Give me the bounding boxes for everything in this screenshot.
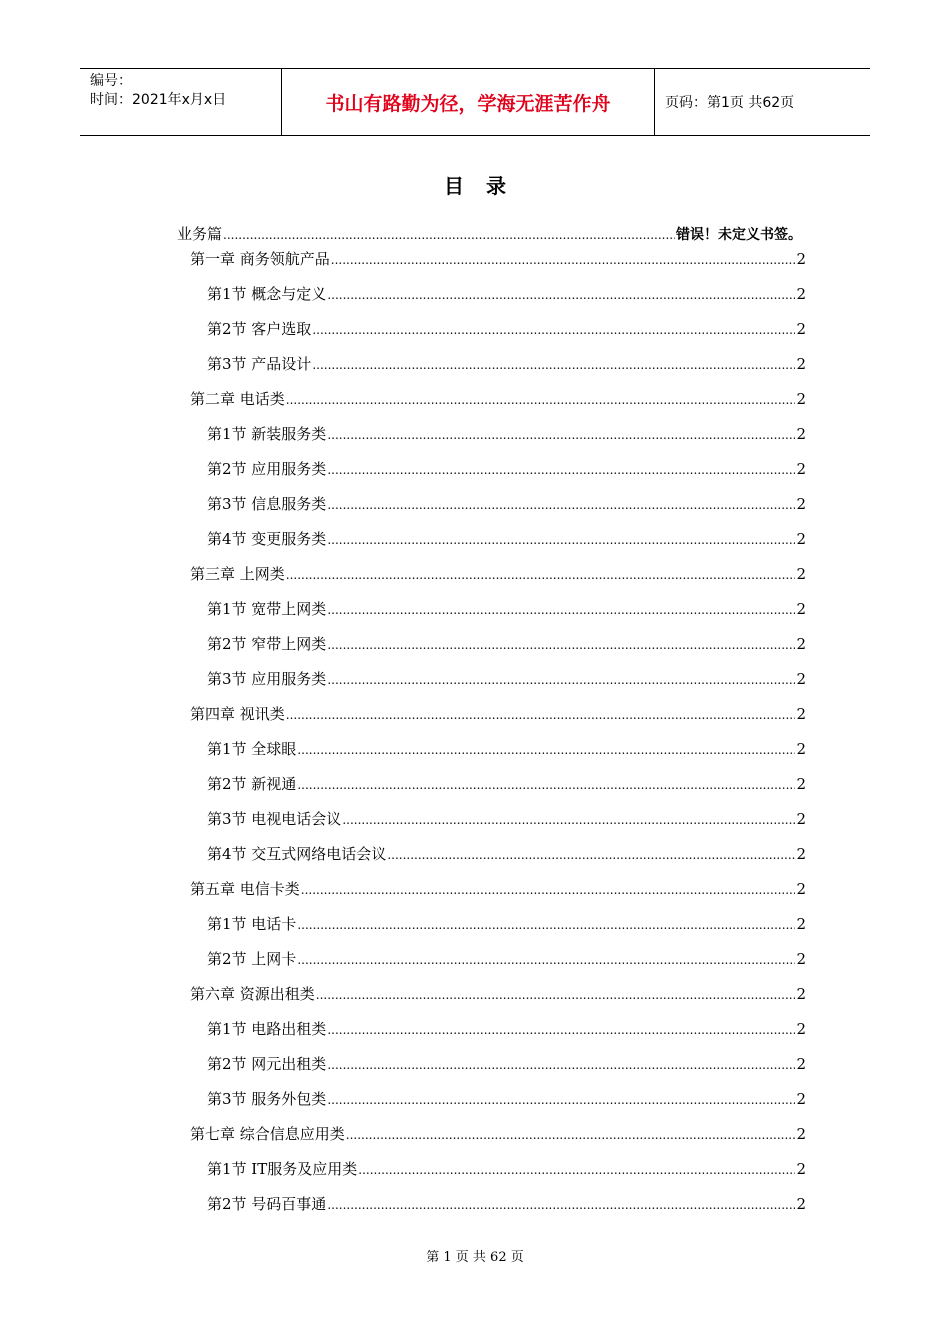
toc-entry-page: 2 bbox=[796, 985, 806, 1003]
toc-entry-label: 第三章 上网类 bbox=[190, 565, 285, 583]
toc-leader-dots bbox=[286, 705, 796, 725]
toc-entry-label: 第3节 产品设计 bbox=[207, 355, 312, 373]
toc-entry-page: 2 bbox=[796, 915, 806, 933]
toc-entry[interactable] bbox=[190, 564, 806, 584]
toc-leader-dots bbox=[327, 1055, 795, 1075]
toc-entry-page: 2 bbox=[796, 355, 806, 373]
toc-entry-page: 2 bbox=[796, 1055, 806, 1073]
toc-entry-page: 2 bbox=[796, 1020, 806, 1038]
toc-entry[interactable] bbox=[207, 634, 806, 654]
toc-leader-dots bbox=[301, 880, 796, 900]
toc-entry-page: 2 bbox=[796, 530, 806, 548]
toc-entry-label: 第1节 IT服务及应用类 bbox=[207, 1160, 358, 1178]
toc-entry-label: 第3节 服务外包类 bbox=[207, 1090, 327, 1108]
toc-entry[interactable] bbox=[207, 844, 806, 864]
toc-entry[interactable] bbox=[207, 774, 806, 794]
toc-entry-page: 2 bbox=[796, 285, 806, 303]
toc-leader-dots bbox=[327, 1020, 795, 1040]
toc-entry-label: 第五章 电信卡类 bbox=[190, 880, 300, 898]
toc-entry[interactable] bbox=[190, 879, 806, 899]
toc-entry-label: 第3节 应用服务类 bbox=[207, 670, 327, 688]
toc-entry[interactable] bbox=[190, 249, 806, 269]
header-page-info: 页码：第1页 共62页 bbox=[665, 95, 795, 111]
toc-entry[interactable] bbox=[207, 1159, 806, 1179]
toc-entry-label: 第1节 全球眼 bbox=[207, 740, 297, 758]
toc-entry-page: 2 bbox=[796, 635, 806, 653]
page-footer: 第 1 页 共 62 页 bbox=[426, 1250, 524, 1265]
toc-entry-page: 2 bbox=[796, 670, 806, 688]
toc-leader-dots bbox=[286, 390, 796, 410]
toc-entry[interactable] bbox=[207, 529, 806, 549]
toc-entry[interactable] bbox=[207, 1194, 806, 1214]
toc-leader-dots bbox=[312, 320, 795, 340]
toc-entry[interactable] bbox=[207, 949, 806, 969]
toc-entry-label: 第4节 变更服务类 bbox=[207, 530, 327, 548]
toc-leader-dots bbox=[327, 460, 795, 480]
toc-entry[interactable] bbox=[207, 669, 806, 689]
toc-entry-page: 2 bbox=[796, 740, 806, 758]
toc-entry[interactable] bbox=[207, 494, 806, 514]
toc-leader-dots bbox=[342, 810, 795, 830]
toc-leader-dots bbox=[223, 225, 675, 245]
toc-entry[interactable] bbox=[207, 1019, 806, 1039]
toc-leader-dots bbox=[327, 1195, 795, 1215]
toc-entry-label: 第1节 电话卡 bbox=[207, 915, 297, 933]
toc-entry-label: 第4节 交互式网络电话会议 bbox=[207, 845, 387, 863]
toc-leader-dots bbox=[327, 670, 795, 690]
toc-entry-label: 第六章 资源出租类 bbox=[190, 985, 315, 1003]
toc-entry-page: 2 bbox=[796, 600, 806, 618]
toc-entry-label: 第2节 新视通 bbox=[207, 775, 297, 793]
toc-entry[interactable] bbox=[190, 984, 806, 1004]
toc-leader-dots bbox=[297, 775, 795, 795]
toc-entry-page: 2 bbox=[796, 775, 806, 793]
toc-leader-dots bbox=[327, 1090, 795, 1110]
toc-entry-label: 第1节 宽带上网类 bbox=[207, 600, 327, 618]
toc-entry-page: 2 bbox=[796, 810, 806, 828]
header-motto: 书山有路勤为径，学海无涯苦作舟 bbox=[282, 69, 655, 135]
toc-entry-label: 第2节 应用服务类 bbox=[207, 460, 327, 478]
toc-entry-label: 第2节 窄带上网类 bbox=[207, 635, 327, 653]
toc-entry-page: 2 bbox=[796, 1090, 806, 1108]
toc-leader-dots bbox=[312, 355, 795, 375]
toc-leader-dots bbox=[327, 495, 795, 515]
toc-entry-page: 2 bbox=[796, 845, 806, 863]
toc-entry[interactable] bbox=[207, 809, 806, 829]
toc-leader-dots bbox=[297, 915, 795, 935]
toc-entry-label: 第2节 上网卡 bbox=[207, 950, 297, 968]
toc-entry-label: 第1节 新装服务类 bbox=[207, 425, 327, 443]
toc-entry-page: 错误！未定义书签。 bbox=[676, 227, 802, 243]
toc-leader-dots bbox=[316, 985, 796, 1005]
toc-entry-label: 第3节 电视电话会议 bbox=[207, 810, 342, 828]
header-meta bbox=[80, 69, 282, 135]
toc-entry-label: 第二章 电话类 bbox=[190, 390, 285, 408]
toc-leader-dots bbox=[346, 1125, 796, 1145]
toc-leader-dots bbox=[327, 600, 795, 620]
toc-leader-dots bbox=[358, 1160, 795, 1180]
toc-entry[interactable] bbox=[207, 354, 806, 374]
toc-entry[interactable] bbox=[207, 1054, 806, 1074]
toc-entry-page: 2 bbox=[796, 880, 806, 898]
toc-entry-label: 第1节 概念与定义 bbox=[207, 285, 327, 303]
toc-entry-page: 2 bbox=[796, 705, 806, 723]
toc-entry-label: 第3节 信息服务类 bbox=[207, 495, 327, 513]
toc-leader-dots bbox=[327, 425, 795, 445]
toc-entry-page: 2 bbox=[796, 320, 806, 338]
toc-entry-label: 第2节 网元出租类 bbox=[207, 1055, 327, 1073]
toc-entry-page: 2 bbox=[796, 950, 806, 968]
toc-leader-dots bbox=[331, 250, 796, 270]
toc-entry-page: 2 bbox=[796, 495, 806, 513]
toc-entry-label: 第2节 号码百事通 bbox=[207, 1195, 327, 1213]
toc-entry-page: 2 bbox=[796, 250, 806, 268]
toc-entry-label: 第1节 电路出租类 bbox=[207, 1020, 327, 1038]
toc-entry[interactable] bbox=[190, 704, 806, 724]
header-time: 时间：2021年x月x日 bbox=[90, 92, 227, 108]
toc-leader-dots bbox=[297, 950, 795, 970]
toc-leader-dots bbox=[327, 530, 795, 550]
toc-entry[interactable] bbox=[207, 914, 806, 934]
toc-entry-label: 第四章 视讯类 bbox=[190, 705, 285, 723]
page-title: 目录 bbox=[444, 174, 528, 198]
toc-entry-page: 2 bbox=[796, 460, 806, 478]
toc-entry-label: 第七章 综合信息应用类 bbox=[190, 1125, 345, 1143]
toc-entry-label: 第一章 商务领航产品 bbox=[190, 250, 330, 268]
toc-entry-page: 2 bbox=[796, 390, 806, 408]
toc-leader-dots bbox=[286, 565, 796, 585]
toc-entry-page: 2 bbox=[796, 1125, 806, 1143]
page-header bbox=[80, 68, 870, 136]
toc-entry-page: 2 bbox=[796, 1160, 806, 1178]
toc-entry[interactable] bbox=[207, 1089, 806, 1109]
toc-entry[interactable] bbox=[207, 284, 806, 304]
toc-entry[interactable] bbox=[190, 389, 806, 409]
toc-leader-dots bbox=[327, 635, 795, 655]
toc-entry-label: 第2节 客户选取 bbox=[207, 320, 312, 338]
toc-entry-label: 业务篇 bbox=[177, 225, 223, 243]
toc-entry-page: 2 bbox=[796, 565, 806, 583]
toc-entry[interactable] bbox=[207, 459, 806, 479]
toc-entry[interactable] bbox=[190, 1124, 806, 1144]
header-code: 编号： bbox=[90, 73, 132, 89]
toc-leader-dots bbox=[327, 285, 795, 305]
toc-entry[interactable] bbox=[207, 739, 806, 759]
toc-entry[interactable] bbox=[177, 224, 802, 244]
toc-leader-dots bbox=[387, 845, 795, 865]
toc-entry[interactable] bbox=[207, 319, 806, 339]
toc-entry-page: 2 bbox=[796, 425, 806, 443]
toc-entry[interactable] bbox=[207, 424, 806, 444]
toc-entry-page: 2 bbox=[796, 1195, 806, 1213]
toc-leader-dots bbox=[297, 740, 795, 760]
toc-entry[interactable] bbox=[207, 599, 806, 619]
